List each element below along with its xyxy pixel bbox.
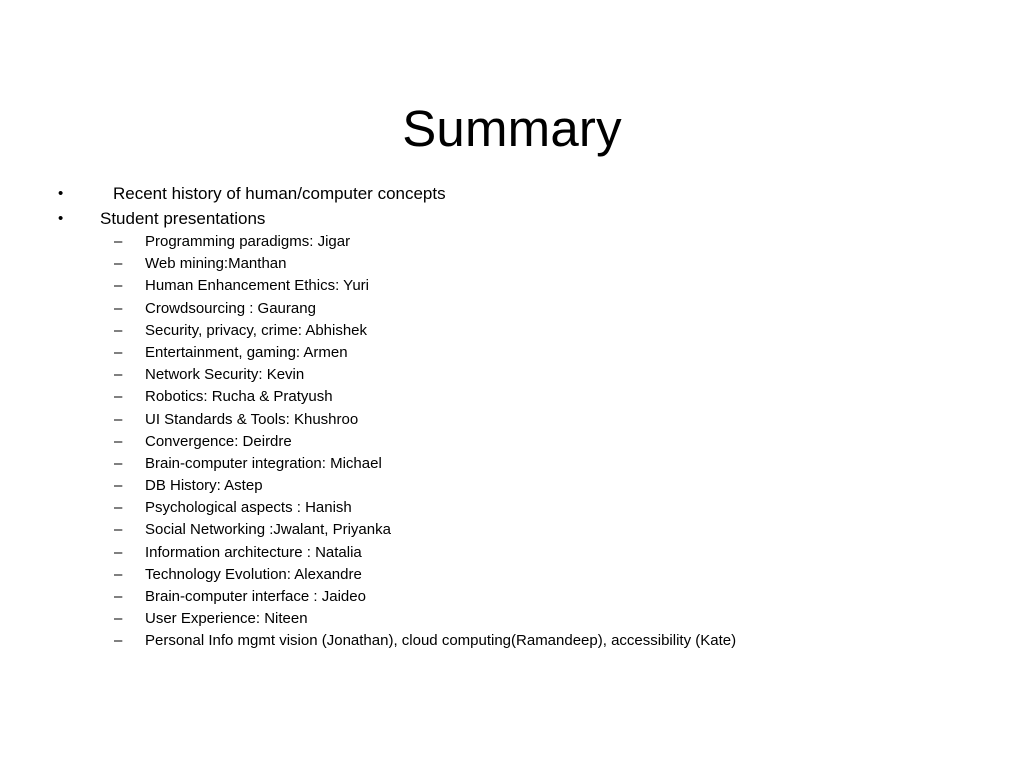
presentation-item [0,320,1024,342]
dash-marker: – [114,410,123,428]
presentation-item [0,630,1024,652]
bullet-item [0,181,1024,206]
dash-marker: – [114,543,123,561]
presentation-item [0,542,1024,564]
presentation-text: User Experience: Niteen [145,610,308,628]
presentation-item [0,386,1024,408]
presentation-text: Robotics: Rucha & Pratyush [145,388,333,406]
presentation-text: Security, privacy, crime: Abhishek [145,321,368,339]
presentation-sublist [0,231,1024,653]
dash-marker: – [114,432,123,450]
presentation-text: DB History: Astep [145,477,263,495]
dash-marker: – [114,521,123,539]
bullet-text-student-presentations: Student presentations [100,209,266,228]
presentation-text: Network Security: Kevin [145,366,305,384]
bullet-item [0,206,1024,231]
presentation-text: Human Enhancement Ethics: Yuri [145,277,370,295]
presentation-text: Psychological aspects : Hanish [145,499,352,517]
dash-marker: – [114,477,123,495]
bullet-marker: • [58,185,64,202]
presentation-item [0,497,1024,519]
presentation-text: Technology Evolution: Alexandre [145,565,362,583]
dash-marker: – [114,321,123,339]
dash-marker: – [114,299,123,317]
presentation-text: Brain-computer integration: Michael [145,454,382,472]
dash-marker: – [114,588,123,605]
presentation-item [0,475,1024,497]
dash-marker: – [114,366,123,384]
presentation-item [0,409,1024,431]
dash-marker: – [114,343,123,361]
presentation-item [0,608,1024,630]
presentation-text: Brain-computer interface : Jaideo [145,588,366,605]
presentation-item [0,275,1024,297]
presentation-item [0,586,1024,608]
dash-marker: – [114,255,123,273]
dash-marker: – [114,233,123,250]
presentation-item [0,564,1024,586]
presentation-item [0,231,1024,253]
presentation-item [0,253,1024,275]
presentation-text: Social Networking :Jwalant, Priyanka [145,521,391,539]
presentation-item [0,519,1024,541]
bullet-marker: • [58,210,64,227]
presentation-item [0,431,1024,453]
presentation-item [0,364,1024,386]
presentation-text: Information architecture : Natalia [145,543,362,561]
presentation-item [0,453,1024,475]
presentation-text: Entertainment, gaming: Armen [145,343,348,361]
presentation-text: Web mining:Manthan [145,255,287,273]
dash-marker: – [114,388,123,406]
bullet-list [0,181,1024,653]
dash-marker: – [114,499,123,517]
presentation-text: UI Standards & Tools: Khushroo [145,410,359,428]
presentation-text: Convergence: Deirdre [145,432,292,450]
presentation-text: Personal Info mgmt vision (Jonathan), cloud computing(Ramandeep), accessibility (Kate) [145,632,737,650]
presentation-text: Crowdsourcing : Gaurang [145,299,316,317]
presentation-item [0,342,1024,364]
dash-marker: – [114,277,123,295]
bullet-text-recent-history: Recent history of human/computer concepts [113,184,446,203]
slide-title: Summary [402,100,622,158]
dash-marker: – [114,632,123,650]
dash-marker: – [114,565,123,583]
dash-marker: – [114,454,123,472]
dash-marker: – [114,610,123,628]
presentation-text: Programming paradigms: Jigar [145,233,351,250]
presentation-item [0,298,1024,320]
